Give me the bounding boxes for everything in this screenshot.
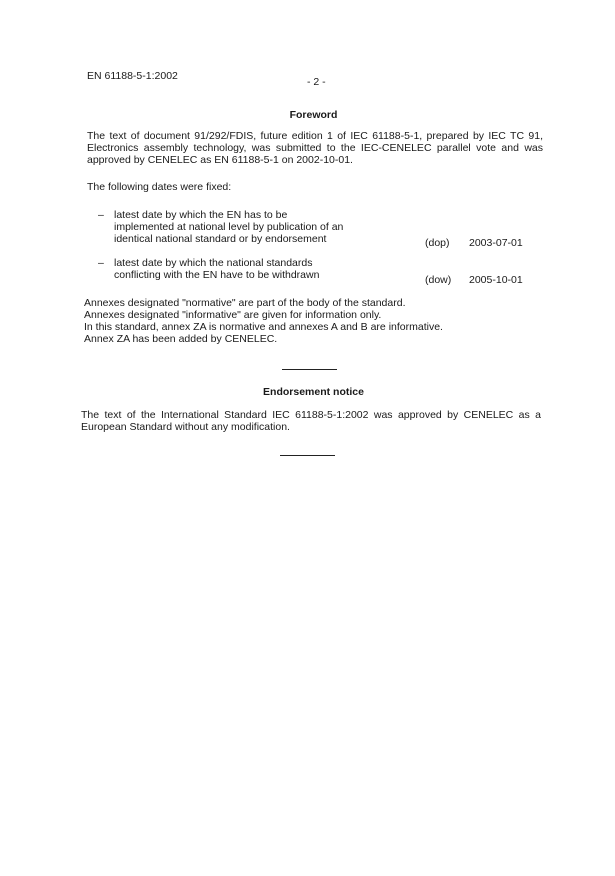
foreword-paragraph-1: The text of document 91/292/FDIS, future edition 1 of IEC 61188-5-1, prepared by IEC TC 91, Electronics assembly technology, was submitted to the IEC-CENELEC parallel vote and was approved by CENELEC as EN 61188-5-1 on 2002-10-01.	[87, 130, 543, 166]
endorsement-paragraph: The text of the International Standard IEC 61188-5-1:2002 was approved by CENELEC as a European Standard without any modification.	[81, 409, 541, 433]
section-divider	[282, 369, 337, 370]
foreword-title: Foreword	[289, 109, 338, 121]
date-item-date: 2003-07-01	[469, 237, 523, 249]
date-item-dow	[98, 257, 548, 287]
annex-notes	[84, 297, 444, 345]
document-id: EN 61188-5-1:2002	[87, 70, 178, 82]
date-item-dop	[98, 209, 548, 249]
date-item-text: latest date by which the EN has to be implemented at national level by publication of an identical national standard or by endorsement	[114, 209, 344, 245]
annex-line: Annex ZA has been added by CENELEC.	[84, 333, 278, 345]
page-number: - 2 -	[307, 76, 326, 88]
list-dash: –	[98, 257, 104, 269]
annex-line: Annexes designated "normative" are part of the body of the standard.	[84, 297, 406, 309]
section-divider	[280, 455, 335, 456]
annex-line: In this standard, annex ZA is normative and annexes A and B are informative.	[84, 321, 443, 333]
date-item-code: (dow)	[425, 274, 452, 286]
annex-line: Annexes designated "informative" are given for information only.	[84, 309, 382, 321]
foreword-paragraph-2: The following dates were fixed:	[87, 181, 232, 193]
date-item-text: latest date by which the national standards conflicting with the EN have to be withdrawn	[114, 257, 320, 281]
endorsement-title: Endorsement notice	[263, 386, 364, 398]
date-item-date: 2005-10-01	[469, 274, 523, 286]
list-dash: –	[98, 209, 104, 221]
date-item-code: (dop)	[425, 237, 450, 249]
